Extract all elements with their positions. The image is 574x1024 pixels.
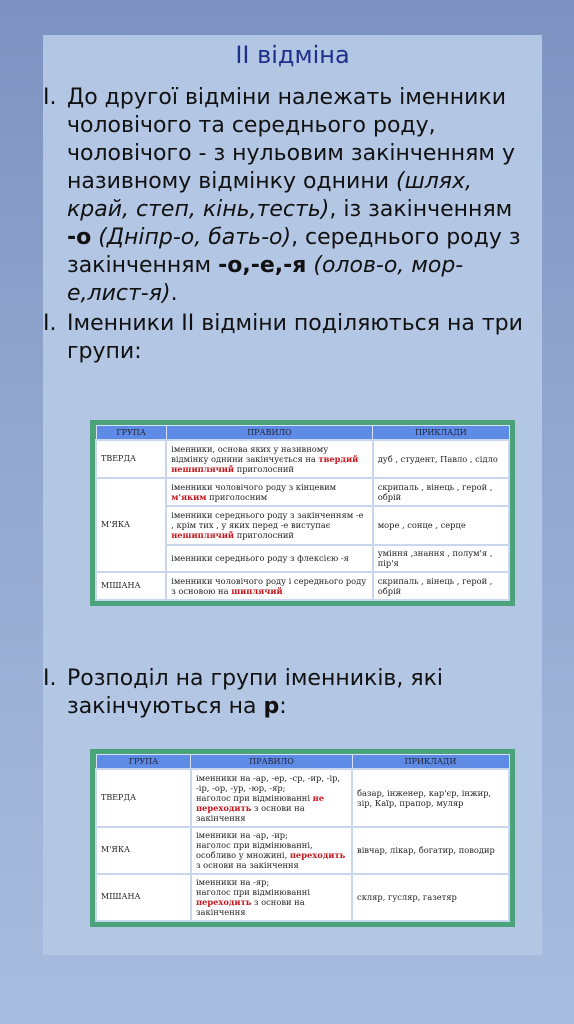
p1-ending-1: -о	[67, 225, 92, 250]
p1-example-2: (Дніпр-о, бать-о)	[91, 225, 292, 250]
rule-text: іменники чоловічого роду і середнього роду з основою на	[171, 576, 367, 597]
rule-text: іменники на -ар, -ир;	[195, 830, 288, 841]
rule-highlight: переходить	[289, 850, 346, 861]
table-row	[96, 478, 509, 506]
group-cell: М'ЯКА	[96, 827, 191, 874]
p1-text-c: , середнього роду з закінченням	[67, 225, 521, 278]
rule-text: з основи на закінчення	[195, 802, 305, 823]
header-rule: ПРАВИЛО	[191, 755, 352, 770]
p1-ending-2: -о,-е,-я	[218, 253, 307, 278]
header-rule: ПРАВИЛО	[166, 426, 373, 441]
header-group: ГРУПА	[96, 755, 191, 770]
header-examples: ПРИКЛАДИ	[352, 755, 509, 770]
rule-text: іменники чоловічого роду з кінцевим	[171, 482, 337, 493]
examples-cell: вівчар, лікар, богатир, поводир	[352, 827, 509, 874]
rule-cell	[191, 874, 352, 921]
rule-cell	[166, 478, 373, 506]
list-number: I.	[43, 85, 57, 110]
rule-text: наголос при відмінюванні	[195, 887, 310, 898]
rule-text: з основи на закінчення	[195, 860, 299, 871]
p3-text-c: :	[279, 694, 287, 719]
rule-highlight: не переходить	[195, 792, 324, 813]
rule-text: приголосний	[234, 530, 294, 541]
paragraph-3	[43, 665, 537, 721]
rule-text: іменники, основа яких у називному відмінку однини закінчується на	[171, 444, 329, 465]
group-cell: ТВЕРДА	[96, 769, 191, 827]
group-cell: МІШАНА	[96, 874, 191, 921]
p1-example-3: (олов-о, мор-е,лист-я)	[67, 253, 464, 306]
rule-cell	[166, 440, 373, 478]
examples-cell: скляр, гусляр, газетяр	[352, 874, 509, 921]
examples-cell: базар, інженер, кар'єр, інжир, зір, Каїр, прапор, муляр	[352, 769, 509, 827]
rule-text: іменники середнього роду з закінченням -е , крім тих , у яких перед -е виступає	[171, 510, 364, 531]
examples-cell: море , сонце , серце	[373, 506, 509, 544]
p1-text-d: .	[170, 281, 178, 306]
header-group: ГРУПА	[96, 426, 166, 441]
r-ending-table	[90, 749, 515, 927]
header-examples: ПРИКЛАДИ	[373, 426, 509, 441]
rule-cell	[166, 572, 373, 600]
examples-cell: уміння ,знання , полум'я , пір'я	[373, 545, 509, 573]
rule-text: з основи на закінчення	[195, 897, 305, 918]
p3-text-a: Розподіл на групи іменників, які закінчуються на	[67, 666, 444, 719]
rule-text: приголосним	[206, 492, 268, 503]
rule-cell: іменники середнього роду з флексією -я	[166, 545, 373, 573]
paragraph-2	[43, 310, 537, 366]
rule-highlight: шиплячий	[231, 586, 283, 597]
rule-text: іменники на -яр;	[195, 877, 270, 888]
list-number: I.	[43, 666, 57, 691]
slide	[43, 35, 542, 955]
group-cell: М'ЯКА	[96, 478, 166, 572]
rule-text: іменники на -ар, -ер, -ср, -ир, -ір, -ір, -ор, -ур, -юр, -яр;	[195, 772, 341, 793]
rule-cell	[166, 506, 373, 544]
p1-text-b: , із закінченням	[329, 197, 513, 222]
rule-text: наголос при відмінюванні	[195, 792, 313, 803]
table-row	[96, 440, 509, 478]
table-row	[96, 874, 509, 921]
rule-text: наголос при відмінюванні, особливо у множині,	[195, 840, 313, 861]
group-cell: МІШАНА	[96, 572, 166, 600]
examples-cell: дуб , студент, Павло , сідло	[373, 440, 509, 478]
rule-highlight: нешиплячий	[171, 530, 235, 541]
examples-cell: скрипаль , вінець , герой , обрій	[373, 478, 509, 506]
list-number: I.	[43, 311, 57, 336]
table-row	[96, 572, 509, 600]
p2-text: Іменники II відміни поділяються на три групи:	[67, 311, 523, 364]
p1-example-1: (шлях, край, степ, кінь,тесть)	[67, 169, 473, 222]
rule-text: приголосний	[234, 464, 294, 475]
rule-highlight: переходить	[195, 897, 252, 908]
rule-cell	[191, 827, 352, 874]
table-row	[96, 769, 509, 827]
groups-table	[90, 420, 515, 606]
group-cell: ТВЕРДА	[96, 440, 166, 478]
rule-highlight: м'яким	[171, 492, 207, 503]
paragraph-1	[43, 84, 537, 308]
rule-cell	[191, 769, 352, 827]
slide-title: II відміна	[235, 41, 350, 69]
rule-highlight: твердий нешиплячий	[171, 454, 359, 475]
p3-letter: р	[263, 694, 280, 719]
examples-cell: скрипаль , вінець , герой , обрій	[373, 572, 509, 600]
p1-text-a: До другої відміни належать іменники чоловічого та середнього роду, чоловічого - з нульовим закінченням у називному відмінку однини	[67, 85, 516, 194]
table-row	[96, 827, 509, 874]
